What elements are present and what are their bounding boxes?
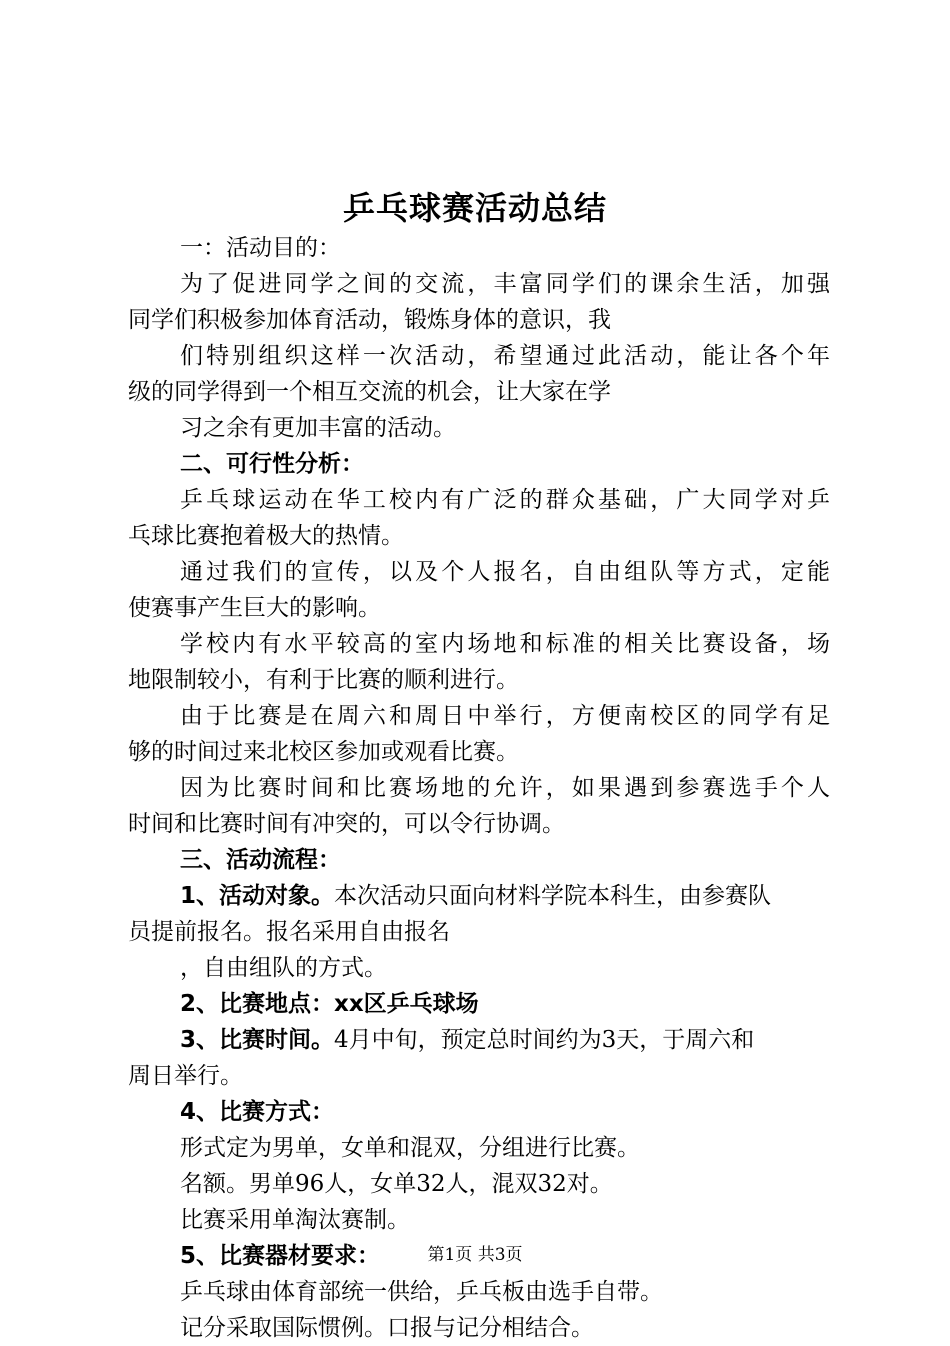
paragraph-line: 由于比赛是在周六和周日中举行，方便南校区的同学有足 <box>180 703 830 729</box>
paragraph-line: 乒乓球运动在华工校内有广泛的群众基础，广大同学对乒 <box>180 487 830 513</box>
paragraph-line: 们特别组织这样一次活动，希望通过此活动，能让各个年 <box>180 343 830 369</box>
paragraph-line: 通过我们的宣传，以及个人报名，自由组队等方式，定能 <box>180 559 830 585</box>
paragraph-line: 一：活动目的： <box>180 235 341 261</box>
document-title: 乒乓球赛活动总结 <box>342 189 607 227</box>
item-heading: 3、比赛时间。 <box>180 1027 335 1053</box>
section-heading: 二、可行性分析： <box>180 450 364 477</box>
paragraph-line: 比赛采用单淘汰赛制。 <box>180 1207 410 1233</box>
paragraph-line: ，自由组队的方式。 <box>180 955 387 981</box>
paragraph-line: 乒乓球由体育部统一供给，乒乓板由选手自带。 <box>180 1279 663 1305</box>
item-text: 本次活动只面向材料学院本科生，由参赛队 <box>334 883 772 909</box>
paragraph-line <box>128 878 830 914</box>
paragraph-line: 名额。男单96人，女单32人，混双32对。 <box>180 1171 613 1197</box>
paragraph-line: 形式定为男单，女单和混双，分组进行比赛。 <box>180 1135 640 1161</box>
paragraph-line: 同学们积极参加体育活动，锻炼身体的意识，我 <box>128 307 611 333</box>
paragraph-line: 使赛事产生巨大的影响。 <box>128 595 381 621</box>
paragraph-line: 员提前报名。报名采用自由报名 <box>128 919 450 945</box>
paragraph-line: 周日举行。 <box>128 1063 243 1089</box>
section-heading: 三、活动流程： <box>180 846 341 873</box>
item-heading: 1、活动对象。 <box>180 883 335 909</box>
paragraph-line: 因为比赛时间和比赛场地的允许，如果遇到参赛选手个人 <box>180 775 830 801</box>
item-heading: 4、比赛方式： <box>180 1099 335 1125</box>
document-body <box>128 230 830 1346</box>
paragraph-line <box>128 1022 830 1058</box>
item-heading: 2、比赛地点：xx区乒乓球场 <box>180 991 479 1017</box>
paragraph-line: 记分采取国际惯例。口报与记分相结合。 <box>180 1315 594 1341</box>
item-heading: 5、比赛器材要求： <box>180 1243 381 1269</box>
page-number: 第1页 共3页 <box>427 1245 523 1265</box>
paragraph-line: 地限制较小，有利于比赛的顺利进行。 <box>128 667 519 693</box>
paragraph-line: 够的时间过来北校区参加或观看比赛。 <box>128 739 519 765</box>
paragraph-line: 为了促进同学之间的交流，丰富同学们的课余生活，加强 <box>180 271 830 297</box>
paragraph-line: 乓球比赛抱着极大的热情。 <box>128 523 404 549</box>
item-text: 4月中旬，预定总时间约为3天，于周六和 <box>334 1027 755 1053</box>
paragraph-line: 学校内有水平较高的室内场地和标准的相关比赛设备，场 <box>180 631 830 657</box>
paragraph-line: 习之余有更加丰富的活动。 <box>180 415 456 441</box>
paragraph-line: 时间和比赛时间有冲突的，可以令行协调。 <box>128 811 565 837</box>
paragraph-line: 级的同学得到一个相互交流的机会，让大家在学 <box>128 379 611 405</box>
